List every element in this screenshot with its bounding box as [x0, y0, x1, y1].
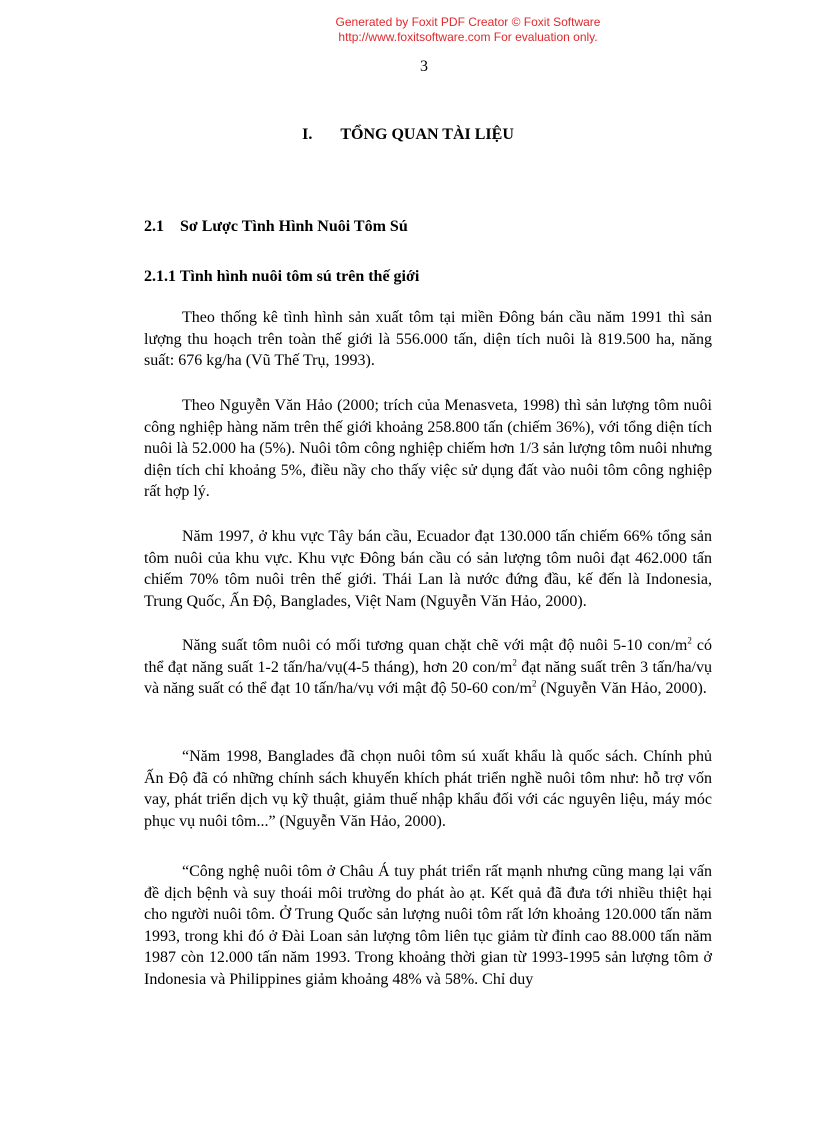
watermark-line-2: http://www.foxitsoftware.com For evaluation only.	[338, 30, 598, 44]
p4-sup-1: 2	[687, 635, 692, 646]
p4-part-c: đạt năng suất trên 3 tấn/ha/vụ và năng suất có thể đạt 10 tấn/ha/vụ với mật độ 50-60 con/m	[144, 658, 712, 697]
paragraph-5: “Năm 1998, Banglades đã chọn nuôi tôm sú xuất khẩu là quốc sách. Chính phủ Ấn Độ đã có những chính sách khuyến khích phát triển nghề nuôi tôm như: hỗ trợ vốn vay, phát triển dịch vụ kỹ thuật, giảm thuế nhập khẩu đối với các nguyên liệu, máy móc phục vụ nuôi tôm...” (Nguyễn Văn Hảo, 2000).	[144, 748, 712, 830]
section-heading	[144, 218, 408, 236]
page-number: 3	[420, 58, 428, 75]
section-title: Sơ Lược Tình Hình Nuôi Tôm Sú	[180, 218, 408, 235]
paragraph-2: Theo Nguyễn Văn Hảo (2000; trích của Menasveta, 1998) thì sản lượng tôm nuôi công nghiệp hàng năm trên thế giới khoảng 258.800 tấn (chiếm 36%), với tổng diện tích nuôi là 52.000 ha (5%). Nuôi tôm công nghiệp chiếm hơn 1/3 sản lượng tôm nuôi nhưng diện tích chỉ khoảng 5%, điều nầy cho thấy việc sử dụng đất vào nuôi tôm công nghiệp rất hợp lý.	[144, 397, 712, 500]
paragraph-1: Theo thống kê tình hình sản xuất tôm tại miền Đông bán cầu năm 1991 thì sản lượng thu hoạch trên toàn thế giới là 556.000 tấn, diện tích nuôi là 819.500 ha, năng suất: 676 kg/ha (Vũ Thế Trụ, 1993).	[144, 309, 712, 369]
p4-part-d: (Nguyễn Văn Hảo, 2000).	[536, 680, 707, 697]
chapter-number: I.	[302, 126, 313, 143]
paragraph-4	[144, 635, 712, 700]
chapter-title: TỔNG QUAN TÀI LIỆU	[340, 126, 514, 143]
p4-sup-2: 2	[512, 657, 517, 668]
p4-part-b: có thể đạt năng suất 1-2 tấn/ha/vụ(4-5 tháng), hơn 20 con/m	[144, 637, 713, 676]
paragraph-6: “Công nghệ nuôi tôm ở Châu Á tuy phát triển rất mạnh nhưng cũng mang lại vấn đề dịch bệnh và suy thoái môi trường do phát ào ạt. Kết quả đã đưa tới nhiều thiệt hại cho người nuôi tôm. Ở Trung Quốc sản lượng nuôi tôm rất lớn khoảng 120.000 tấn năm 1993, trong khi đó ở Đài Loan sản lượng tôm liên tục giảm từ đỉnh cao 88.000 tấn năm 1987 còn 12.000 tấn năm 1993. Trong khoảng thời gian từ 1993-1995 sản lượng tôm ở Indonesia và Philippines giảm khoảng 48% và 58%. Chỉ duy	[144, 863, 712, 988]
p4-sup-3: 2	[531, 678, 537, 689]
foxit-watermark	[0, 15, 816, 45]
section-number: 2.1	[144, 218, 164, 235]
subsection-heading: 2.1.1 Tình hình nuôi tôm sú trên thế giới	[144, 268, 420, 285]
p4-part-a: Năng suất tôm nuôi có mối tương quan chặt chẽ với mật độ nuôi 5-10 con/m	[182, 637, 688, 654]
chapter-heading	[0, 126, 816, 144]
watermark-line-1: Generated by Foxit PDF Creator © Foxit Software	[335, 15, 601, 29]
paragraph-3: Năm 1997, ở khu vực Tây bán cầu, Ecuador đạt 130.000 tấn chiếm 66% tổng sản tôm nuôi của khu vực. Khu vực Đông bán cầu có sản lượng tôm nuôi đạt 462.000 tấn chiếm 70% tôm nuôi trên thế giới. Thái Lan là nước đứng đầu, kế đến là Indonesia, Trung Quốc, Ấn Độ, Banglades, Việt Nam (Nguyễn Văn Hảo, 2000).	[144, 528, 712, 610]
